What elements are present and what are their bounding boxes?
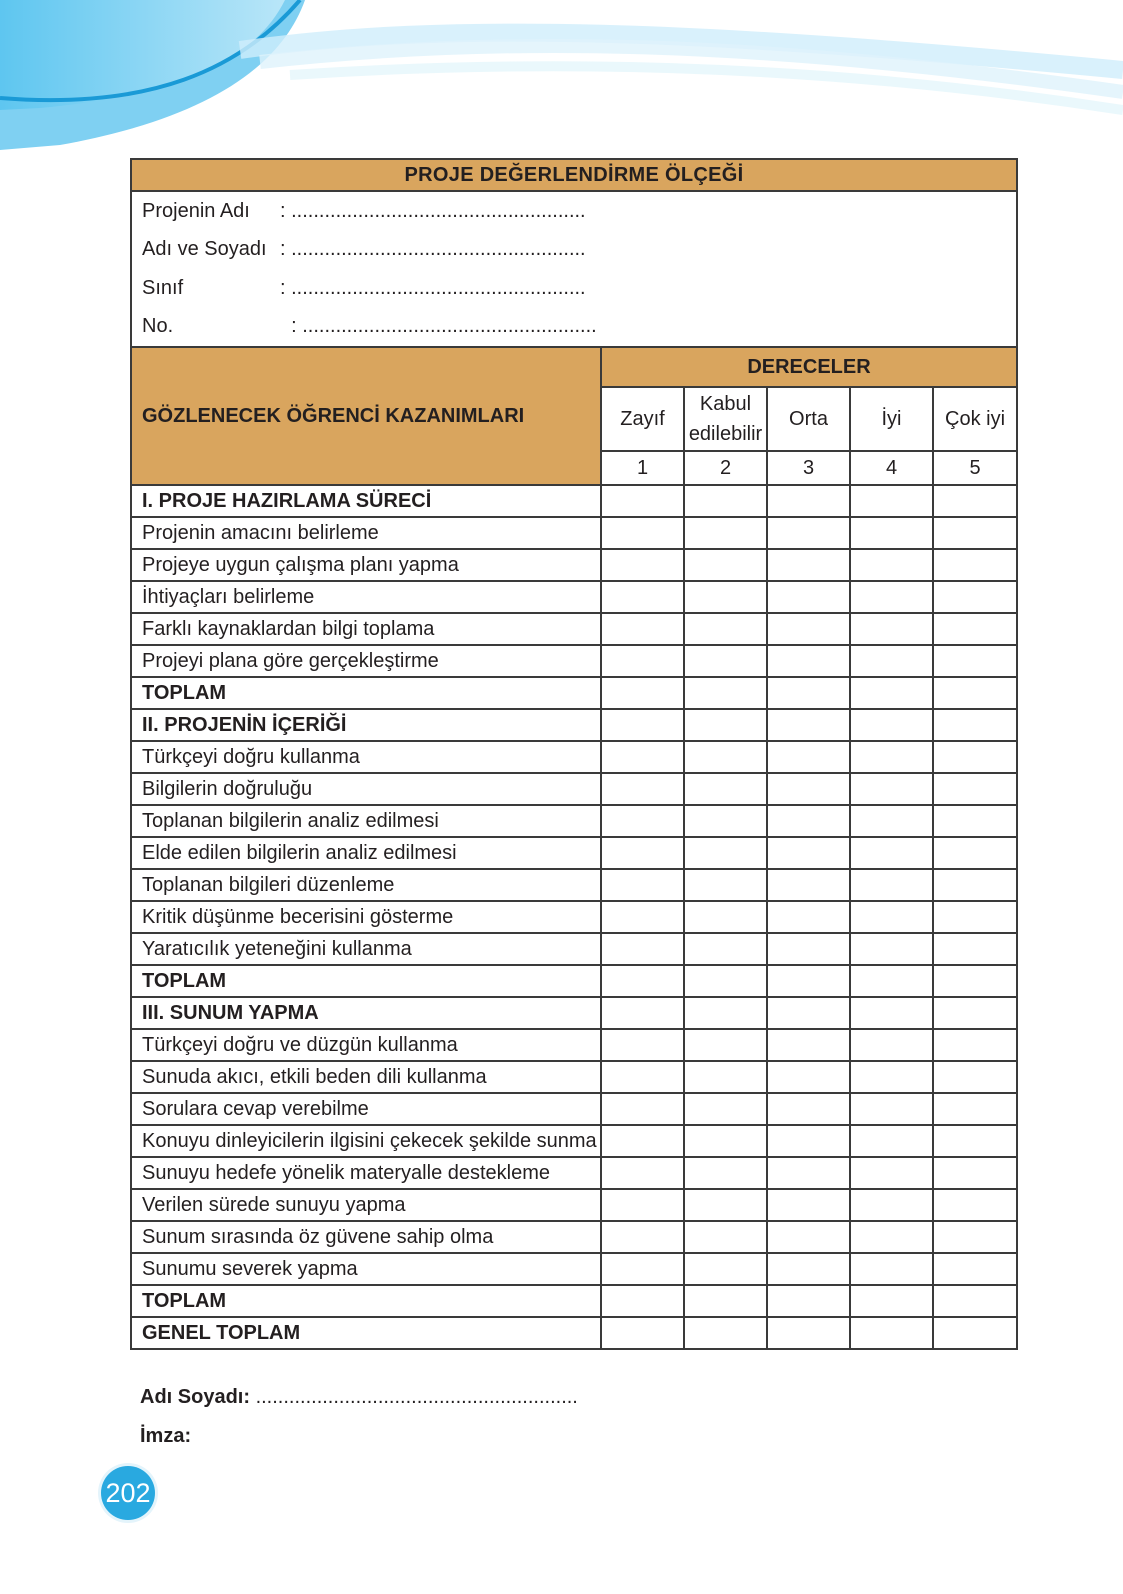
rating-cell[interactable] [767,1189,850,1221]
rating-cell[interactable] [684,1189,767,1221]
info-field-row [142,308,1006,347]
rating-cell[interactable] [767,1157,850,1189]
rating-cell[interactable] [767,805,850,837]
rating-cell[interactable] [767,709,850,741]
rating-label: Çok iyi [933,387,1017,451]
rating-label: İyi [850,387,933,451]
rating-cell[interactable] [601,709,684,741]
rating-cell[interactable] [601,1189,684,1221]
rating-cell[interactable] [933,517,1017,549]
rating-cell[interactable] [850,837,933,869]
info-field-label: Sınıf [142,276,184,299]
rating-cell[interactable] [767,613,850,645]
criteria-row [131,805,1017,837]
rating-cell[interactable] [850,549,933,581]
rating-cell[interactable] [933,1253,1017,1285]
rating-cell[interactable] [601,485,684,517]
rating-cell[interactable] [767,1221,850,1253]
rating-cell[interactable] [767,965,850,997]
rating-cell[interactable] [767,517,850,549]
rating-cell[interactable] [850,1253,933,1285]
rating-cell[interactable] [601,1061,684,1093]
rating-cell[interactable] [684,581,767,613]
criteria-row [131,1061,1017,1093]
rating-cell[interactable] [601,965,684,997]
rating-cell[interactable] [933,1285,1017,1317]
criterion-label: Farklı kaynaklardan bilgi toplama [131,613,601,645]
rating-cell[interactable] [684,869,767,901]
rating-cell[interactable] [933,677,1017,709]
section-heading: I. PROJE HAZIRLAMA SÜRECİ [131,485,601,517]
rating-cell[interactable] [767,1061,850,1093]
criteria-row [131,677,1017,709]
rating-cell[interactable] [767,741,850,773]
rating-cell[interactable] [601,645,684,677]
section-heading: II. PROJENİN İÇERİĞİ [131,709,601,741]
info-field-row [142,192,1006,231]
criterion-label: Sunum sırasında öz güvene sahip olma [131,1221,601,1253]
page-number: 202 [101,1466,155,1520]
info-field-blank[interactable]: : ..................................................... [280,276,586,299]
rating-cell[interactable] [933,1029,1017,1061]
rating-cell[interactable] [850,613,933,645]
rating-number: 5 [933,451,1017,485]
rating-cell[interactable] [767,1125,850,1157]
rating-cell[interactable] [933,485,1017,517]
rating-cell[interactable] [933,901,1017,933]
criteria-row [131,965,1017,997]
rating-cell[interactable] [850,1157,933,1189]
rating-cell[interactable] [933,1061,1017,1093]
rating-cell[interactable] [684,741,767,773]
rating-cell[interactable] [850,645,933,677]
section-heading: GENEL TOPLAM [131,1317,601,1349]
criterion-label: Yaratıcılık yeteneğini kullanma [131,933,601,965]
rating-cell[interactable] [601,1253,684,1285]
rating-cell[interactable] [601,1093,684,1125]
section-heading: TOPLAM [131,1285,601,1317]
rating-cell[interactable] [684,549,767,581]
criterion-label: Projeyi plana göre gerçekleştirme [131,645,601,677]
rating-cell[interactable] [684,837,767,869]
rating-cell[interactable] [850,485,933,517]
rating-cell[interactable] [601,1285,684,1317]
rating-cell[interactable] [850,1221,933,1253]
rating-cell[interactable] [684,1093,767,1125]
rating-cell[interactable] [601,869,684,901]
signature-sign-label: İmza: [140,1425,192,1447]
rating-cell[interactable] [933,997,1017,1029]
rating-cell[interactable] [684,933,767,965]
rating-cell[interactable] [601,1157,684,1189]
rating-cell[interactable] [933,965,1017,997]
info-field-label: Adı ve Soyadı [142,238,267,261]
rating-cell[interactable] [684,1125,767,1157]
rating-cell[interactable] [684,773,767,805]
rating-cell[interactable] [684,1157,767,1189]
rating-cell[interactable] [684,709,767,741]
criterion-label: Sorulara cevap verebilme [131,1093,601,1125]
rating-cell[interactable] [767,1029,850,1061]
criteria-row [131,549,1017,581]
rating-cell[interactable] [850,773,933,805]
criteria-row [131,1221,1017,1253]
criteria-row [131,1317,1017,1349]
rating-cell[interactable] [601,837,684,869]
rating-cell[interactable] [684,1061,767,1093]
rating-cell[interactable] [684,1317,767,1349]
criteria-row [131,1253,1017,1285]
rating-cell[interactable] [767,997,850,1029]
criterion-label: İhtiyaçları belirleme [131,581,601,613]
rating-number: 3 [767,451,850,485]
criteria-row [131,517,1017,549]
criteria-row [131,1189,1017,1221]
criteria-row [131,869,1017,901]
rating-number: 4 [850,451,933,485]
criteria-row [131,1029,1017,1061]
rating-cell[interactable] [933,1221,1017,1253]
section-heading: TOPLAM [131,677,601,709]
rating-cell[interactable] [850,1093,933,1125]
rating-cell[interactable] [601,1029,684,1061]
rating-cell[interactable] [684,901,767,933]
rating-cell[interactable] [850,965,933,997]
rating-cell[interactable] [767,869,850,901]
section-heading: III. SUNUM YAPMA [131,997,601,1029]
criteria-row [131,1093,1017,1125]
evaluation-table [130,158,1018,1350]
rating-cell[interactable] [601,933,684,965]
criterion-label: Sunuda akıcı, etkili beden dili kullanma [131,1061,601,1093]
rating-cell[interactable] [767,773,850,805]
rating-cell[interactable] [933,581,1017,613]
rating-cell[interactable] [684,1253,767,1285]
student-info-section [131,191,1017,347]
rating-cell[interactable] [684,997,767,1029]
rating-cell[interactable] [850,1029,933,1061]
rating-label: Orta [767,387,850,451]
rating-number: 1 [601,451,684,485]
rating-cell[interactable] [933,613,1017,645]
rating-cell[interactable] [850,1317,933,1349]
rating-cell[interactable] [601,1317,684,1349]
signature-name-line [140,1386,578,1409]
criteria-header: GÖZLENECEK ÖĞRENCİ KAZANIMLARI [131,347,601,485]
rating-number: 2 [684,451,767,485]
rating-cell[interactable] [933,1317,1017,1349]
signature-name-label: Adı Soyadı: [140,1386,251,1408]
rating-cell[interactable] [933,645,1017,677]
criterion-label: Kritik düşünme becerisini gösterme [131,901,601,933]
criterion-label: Verilen sürede sunuyu yapma [131,1189,601,1221]
rating-cell[interactable] [601,805,684,837]
rating-cell[interactable] [933,1093,1017,1125]
rating-cell[interactable] [933,1189,1017,1221]
rating-cell[interactable] [601,1221,684,1253]
rating-cell[interactable] [767,485,850,517]
rating-cell[interactable] [601,677,684,709]
criteria-row [131,645,1017,677]
rating-cell[interactable] [767,1285,850,1317]
criterion-label: Projenin amacını belirleme [131,517,601,549]
criteria-row [131,709,1017,741]
rating-cell[interactable] [850,517,933,549]
rating-cell[interactable] [850,677,933,709]
rating-cell[interactable] [933,709,1017,741]
criterion-label: Toplanan bilgilerin analiz edilmesi [131,805,601,837]
rating-cell[interactable] [601,773,684,805]
rating-cell[interactable] [933,1157,1017,1189]
rating-cell[interactable] [850,581,933,613]
rating-cell[interactable] [767,581,850,613]
rating-cell[interactable] [601,901,684,933]
criterion-label: Bilgilerin doğruluğu [131,773,601,805]
criteria-row [131,741,1017,773]
rating-cell[interactable] [684,1221,767,1253]
rating-cell[interactable] [684,965,767,997]
rating-cell[interactable] [601,997,684,1029]
rating-cell[interactable] [933,869,1017,901]
rating-cell[interactable] [933,933,1017,965]
rating-cell[interactable] [767,1317,850,1349]
criterion-label: Sunumu severek yapma [131,1253,601,1285]
info-field-blank[interactable]: : ..................................................... [280,199,586,222]
criterion-label: Türkçeyi doğru kullanma [131,741,601,773]
rating-cell[interactable] [767,677,850,709]
criterion-label: Sunuyu hedefe yönelik materyalle destekleme [131,1157,601,1189]
criteria-row [131,773,1017,805]
criteria-row [131,933,1017,965]
criteria-row [131,1125,1017,1157]
rating-cell[interactable] [684,1029,767,1061]
info-field-label: Projenin Adı [142,199,250,222]
rating-cell[interactable] [767,1093,850,1125]
criteria-row [131,837,1017,869]
criteria-row [131,997,1017,1029]
rating-label: Kabul edilebilir [684,387,767,451]
info-field-blank[interactable]: : ..................................................... [280,315,597,338]
criterion-label: Elde edilen bilgilerin analiz edilmesi [131,837,601,869]
rating-cell[interactable] [850,1125,933,1157]
rating-cell[interactable] [767,1253,850,1285]
rating-cell[interactable] [684,805,767,837]
criteria-row [131,1285,1017,1317]
rating-cell[interactable] [684,1285,767,1317]
rating-cell[interactable] [601,1125,684,1157]
rating-cell[interactable] [684,645,767,677]
rating-cell[interactable] [767,645,850,677]
rating-cell[interactable] [601,741,684,773]
info-field-blank[interactable]: : ..................................................... [280,238,586,261]
rating-cell[interactable] [933,741,1017,773]
rating-cell[interactable] [601,613,684,645]
criterion-label: Türkçeyi doğru ve düzgün kullanma [131,1029,601,1061]
rating-cell[interactable] [684,613,767,645]
criteria-row [131,613,1017,645]
rating-cell[interactable] [850,869,933,901]
rating-cell[interactable] [933,549,1017,581]
form-title: PROJE DEĞERLENDİRME ÖLÇEĞİ [131,159,1017,191]
rating-cell[interactable] [850,933,933,965]
rating-cell[interactable] [767,901,850,933]
rating-cell[interactable] [850,709,933,741]
rating-cell[interactable] [767,837,850,869]
rating-cell[interactable] [601,517,684,549]
rating-cell[interactable] [684,485,767,517]
rating-cell[interactable] [850,1061,933,1093]
rating-cell[interactable] [850,997,933,1029]
rating-cell[interactable] [850,805,933,837]
decorative-wave-header [0,0,1123,160]
rating-cell[interactable] [850,741,933,773]
rating-cell[interactable] [601,549,684,581]
rating-cell[interactable] [933,837,1017,869]
degrees-header: DERECELER [601,347,1017,387]
rating-cell[interactable] [684,677,767,709]
criterion-label: Konuyu dinleyicilerin ilgisini çekecek şekilde sunma [131,1125,601,1157]
criteria-row [131,581,1017,613]
signature-name-dots: .......................................................... [250,1386,578,1408]
rating-cell[interactable] [933,805,1017,837]
rating-label: Zayıf [601,387,684,451]
rating-cell[interactable] [850,1189,933,1221]
rating-cell[interactable] [684,517,767,549]
rating-cell[interactable] [601,581,684,613]
criterion-label: Projeye uygun çalışma planı yapma [131,549,601,581]
info-field-row [142,269,1006,308]
info-field-label: No. [142,315,174,338]
rating-cell[interactable] [767,549,850,581]
rating-cell[interactable] [933,1125,1017,1157]
info-field-row [142,231,1006,270]
rating-cell[interactable] [850,901,933,933]
criterion-label: Toplanan bilgileri düzenleme [131,869,601,901]
rating-cell[interactable] [933,773,1017,805]
criteria-row [131,485,1017,517]
rating-cell[interactable] [850,1285,933,1317]
criteria-row [131,1157,1017,1189]
criteria-row [131,901,1017,933]
section-heading: TOPLAM [131,965,601,997]
rating-cell[interactable] [767,933,850,965]
